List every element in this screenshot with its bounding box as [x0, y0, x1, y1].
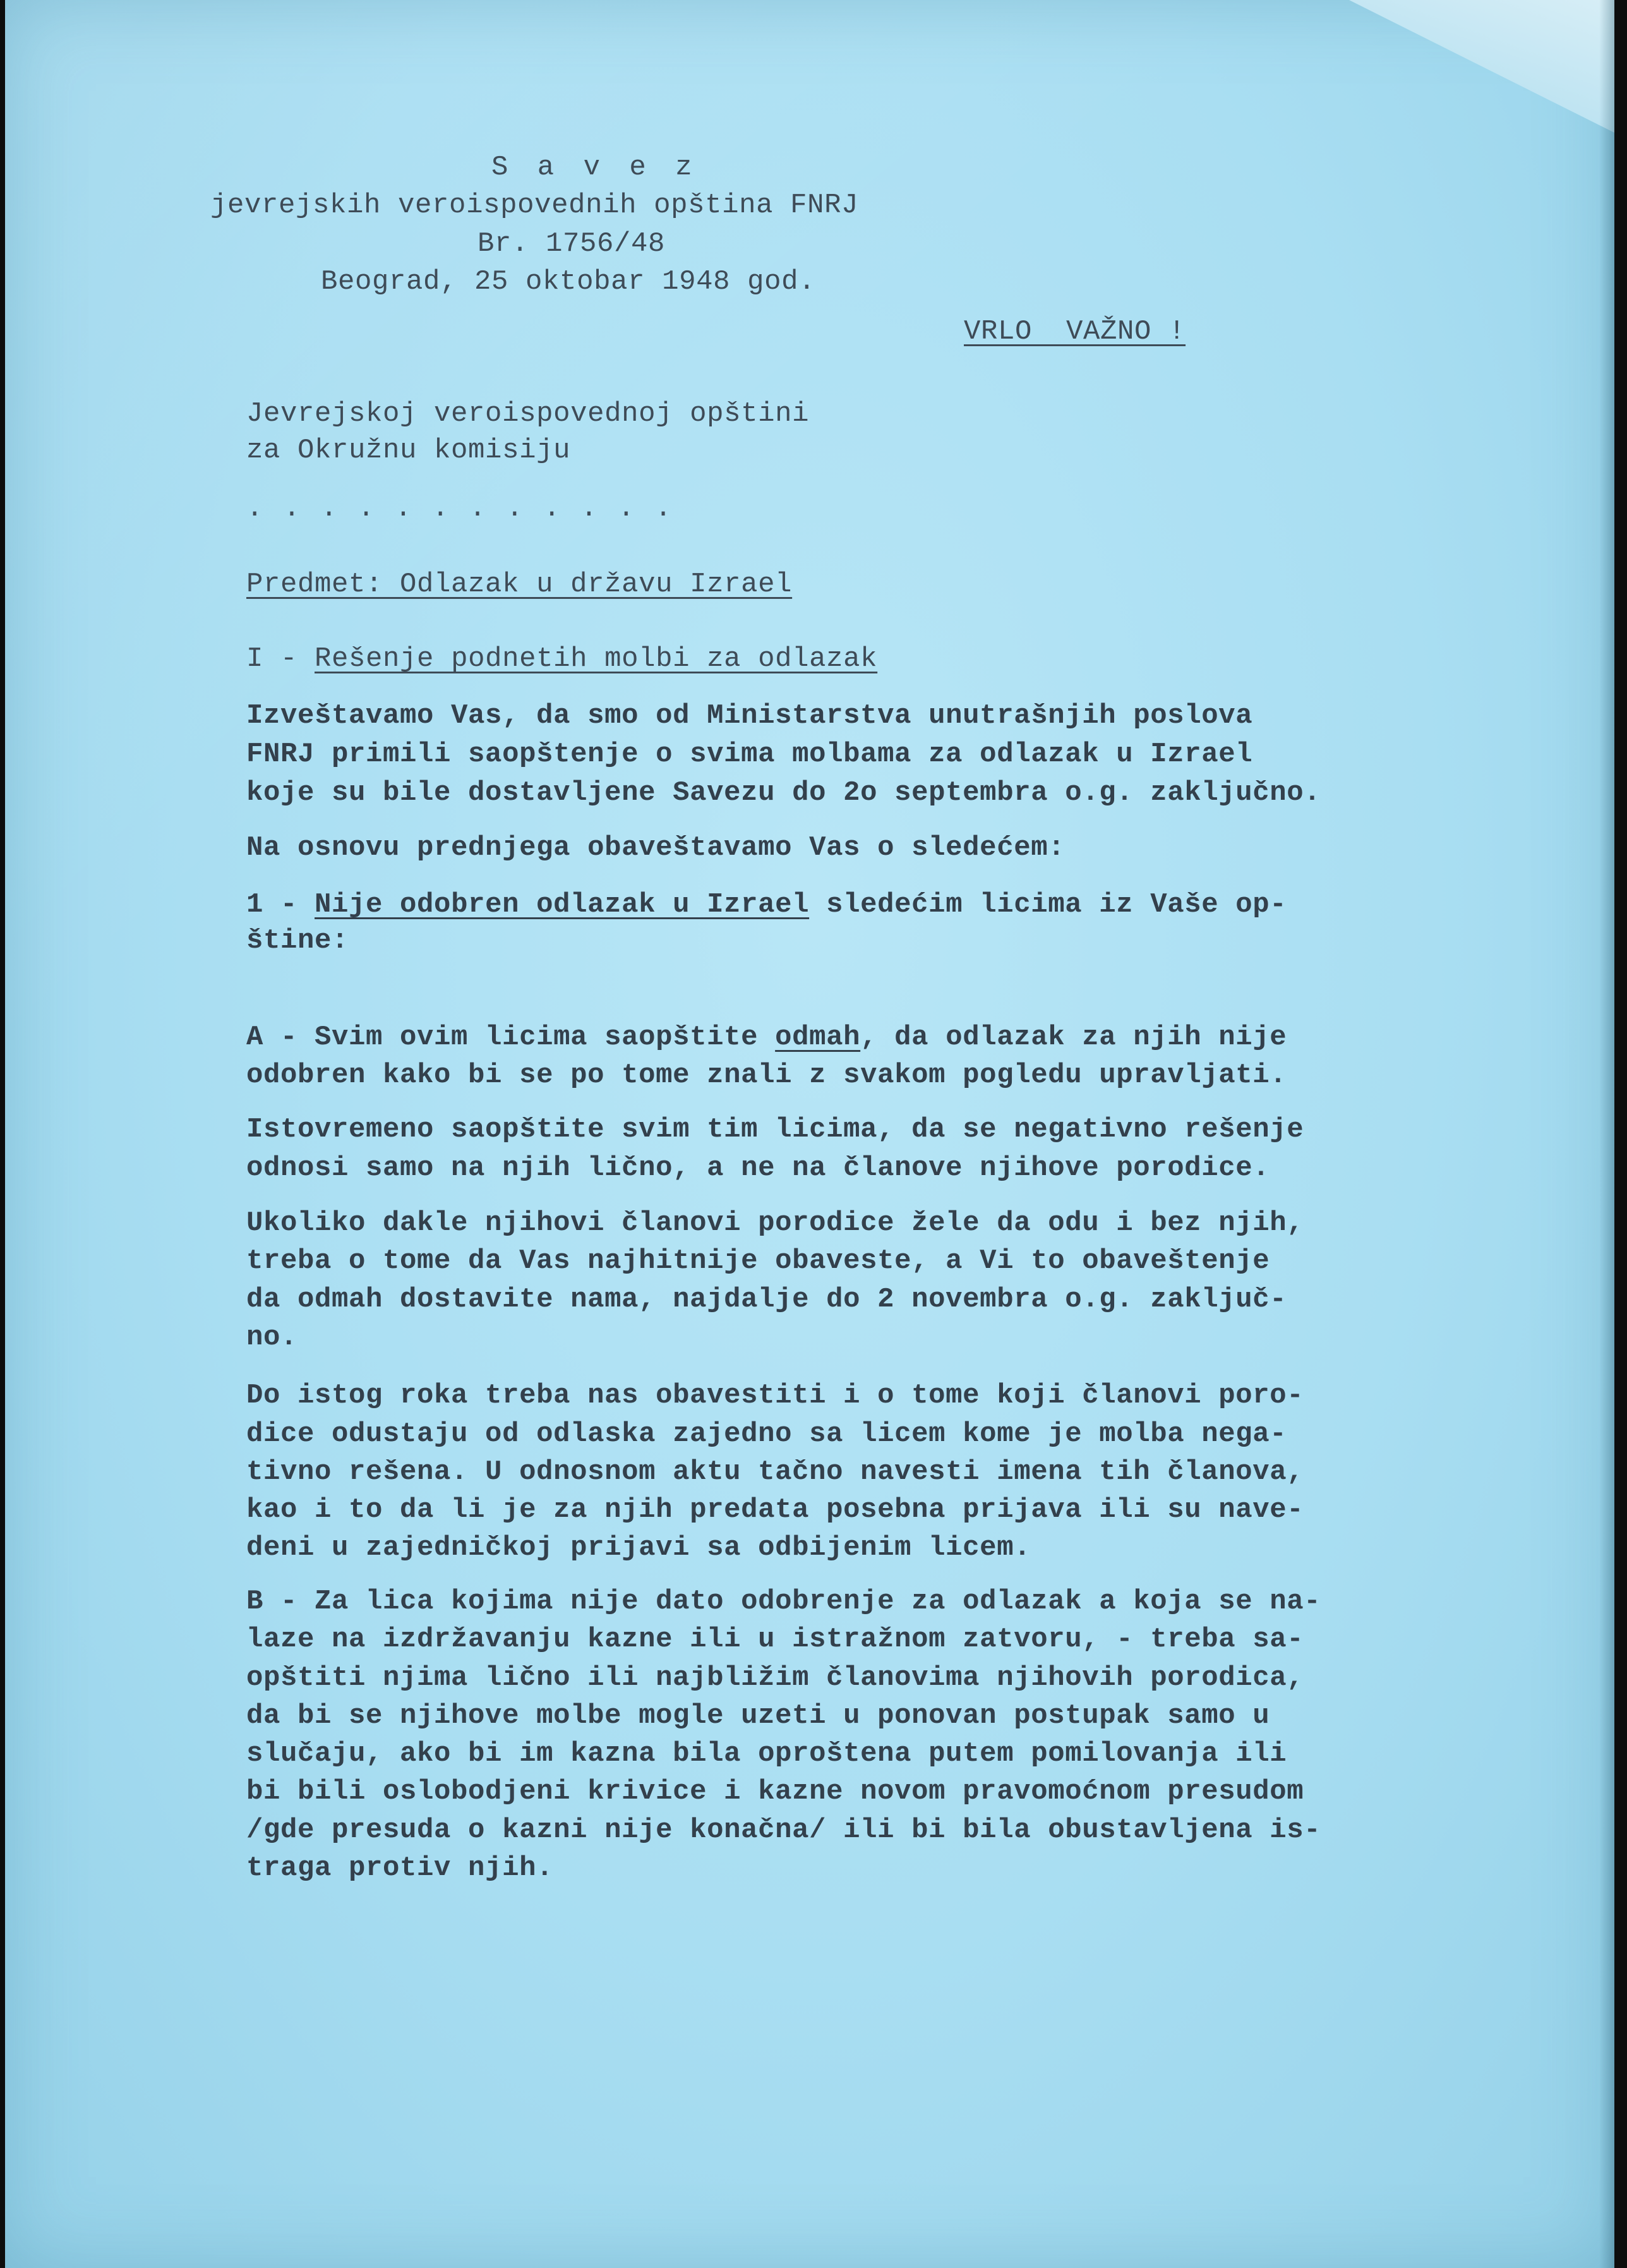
point-1-line-1 — [246, 891, 1287, 919]
subject-line: Predmet: Odlazak u državu Izrael — [246, 569, 793, 600]
point-b-line-8: traga protiv njih. — [246, 1852, 554, 1884]
reference-number: Br. 1756/48 — [477, 228, 666, 260]
paragraph-3-line-1: Istovremeno saopštite svim tim licima, da se negativno rešenje — [246, 1114, 1304, 1145]
document-page — [5, 0, 1614, 2268]
paragraph-5-line-3: tivno rešena. U odnosnom aktu tačno navesti imena tih članova, — [246, 1456, 1304, 1488]
point-b-line-6: bi bili oslobodjeni krivice i kazne novom pravomoćnom presudom — [246, 1776, 1304, 1807]
paragraph-1-line-1: Izveštavamo Vas, da smo od Ministarstva unutrašnjih poslova — [246, 700, 1253, 732]
point-1-line-2: štine: — [246, 925, 349, 956]
point-1-rest: sledećim licima iz Vaše op- — [809, 889, 1287, 920]
place-and-date: Beograd, 25 oktobar 1948 god. — [321, 266, 816, 298]
section-number: I - — [246, 643, 315, 675]
paragraph-4-line-1: Ukoliko dakle njihovi članovi porodice žele da odu i bez njih, — [246, 1207, 1304, 1239]
point-a-line-1 — [246, 1023, 1287, 1051]
paragraph-5-line-5: deni u zajedničkoj prijavi sa odbijenim licem. — [246, 1532, 1031, 1564]
point-b-line-1: B - Za lica kojima nije dato odobrenje za odlazak a koja se na- — [246, 1586, 1321, 1617]
org-name-line-1: S a v e z — [491, 152, 699, 183]
paragraph-2: Na osnovu prednjega obaveštavamo Vas o sledećem: — [246, 832, 1066, 864]
point-b-line-5: slučaju, ako bi im kazna bila oproštena putem pomilovanja ili — [246, 1738, 1287, 1770]
section-title: Rešenje podnetih molbi za odlazak — [315, 643, 878, 675]
addressee-line-2: za Okružnu komisiju — [246, 435, 571, 466]
org-name-line-2: jevrejskih veroispovednih opština FNRJ — [210, 190, 859, 221]
paragraph-4-line-2: treba o tome da Vas najhitnije obaveste, a Vi to obaveštenje — [246, 1245, 1270, 1277]
paragraph-3-line-2: odnosi samo na njih lično, a ne na članove njihove porodice. — [246, 1152, 1270, 1184]
addressee-line-1: Jevrejskoj veroispovednoj opštini — [246, 398, 810, 430]
page-corner-fold — [1349, 0, 1614, 133]
point-a-text-2: , da odlazak za njih nije — [860, 1022, 1287, 1053]
point-1-number: 1 - — [246, 889, 315, 920]
point-a-text-1: A - Svim ovim licima saopštite — [246, 1022, 776, 1053]
point-b-line-2: laze na izdržavanju kazne ili u istražnom zatvoru, - treba sa- — [246, 1624, 1304, 1655]
point-a-emphasis: odmah — [775, 1022, 861, 1053]
paragraph-4-line-4: no. — [246, 1322, 298, 1353]
point-a-line-2: odobren kako bi se po tome znali z svakom pogledu upravljati. — [246, 1059, 1287, 1091]
page-right-edge — [1599, 0, 1614, 2268]
section-heading — [246, 645, 877, 673]
paragraph-5-line-2: dice odustaju od odlaska zajedno sa licem kome je molba nega- — [246, 1418, 1287, 1450]
addressee-dots: . . . . . . . . . . . . — [246, 493, 674, 524]
paragraph-5-line-4: kao i to da li je za njih predata posebna prijava ili su nave- — [246, 1494, 1304, 1526]
point-b-line-3: opštiti njima lično ili najbližim članovima njihovih porodica, — [246, 1662, 1304, 1694]
urgent-note: VRLO VAŽNO ! — [964, 316, 1186, 347]
paragraph-1-line-3: koje su bile dostavljene Savezu do 2o septembra o.g. zaključno. — [246, 777, 1321, 809]
point-b-line-7: /gde presuda o kazni nije konačna/ ili bi bila obustavljena is- — [246, 1814, 1321, 1846]
point-b-line-4: da bi se njihove molbe mogle uzeti u ponovan postupak samo u — [246, 1700, 1270, 1732]
paragraph-1-line-2: FNRJ primili saopštenje o svima molbama za odlazak u Izrael — [246, 739, 1253, 770]
point-1-underlined: Nije odobren odlazak u Izrael — [315, 889, 810, 920]
paragraph-5-line-1: Do istog roka treba nas obavestiti i o tome koji članovi poro- — [246, 1380, 1304, 1411]
paragraph-4-line-3: da odmah dostavite nama, najdalje do 2 novembra o.g. zaključ- — [246, 1284, 1287, 1315]
